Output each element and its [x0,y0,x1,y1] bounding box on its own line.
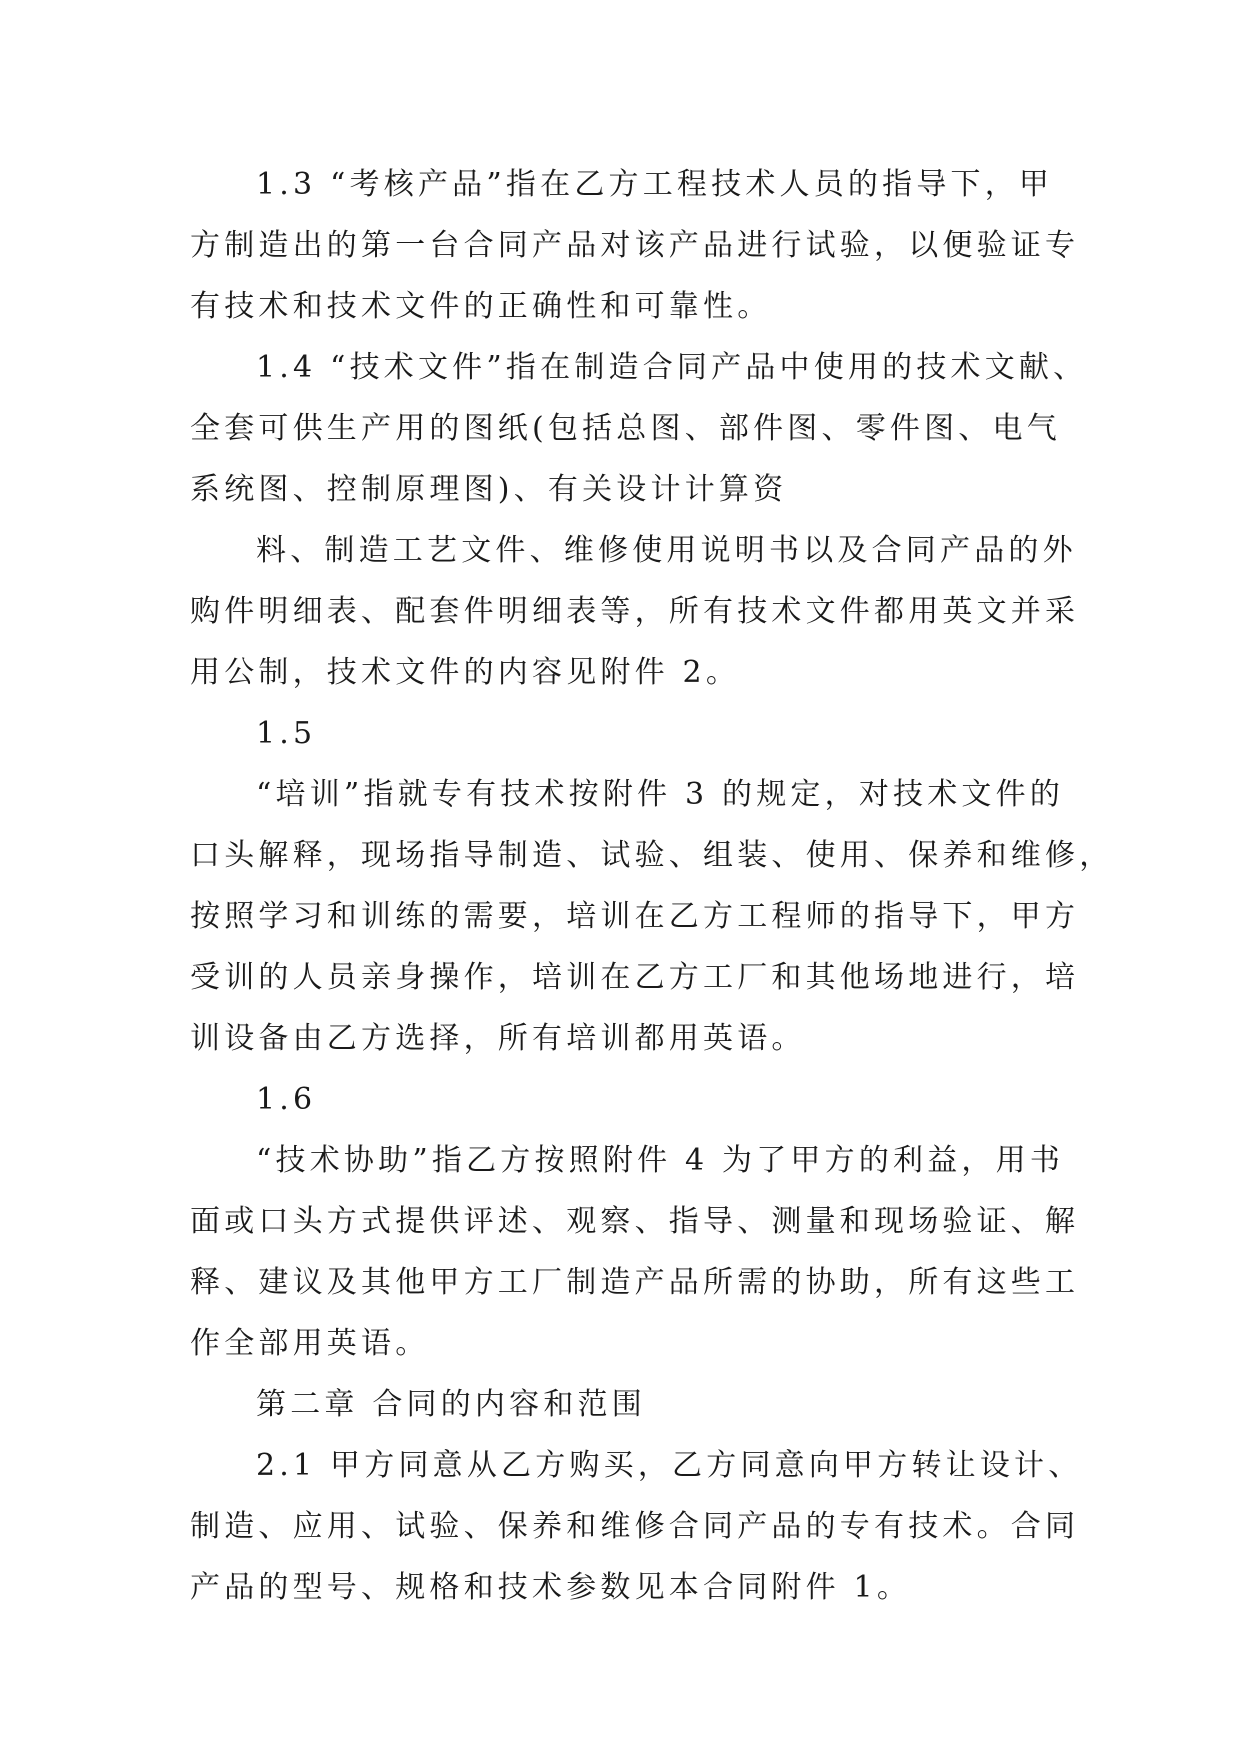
clause-1-3-line-1: 1.3 “考核产品”指在乙方工程技术人员的指导下，甲 [256,167,1054,202]
clause-1-4-line-5: 购件明细表、配套件明细表等，所有技术文件都用英文并采 [190,594,1080,629]
clause-2-1-line-3: 产品的型号、规格和技术参数见本合同附件 1。 [190,1570,912,1605]
clause-1-4-line-4: 料、制造工艺文件、维修使用说明书以及合同产品的外 [256,533,1077,568]
clause-1-5-line-1: “培训”指就专有技术按附件 3 的规定，对技术文件的 [256,777,1065,812]
clause-1-5-line-4: 受训的人员亲身操作，培训在乙方工厂和其他场地进行，培 [190,960,1080,995]
clause-1-6-line-1: “技术协助”指乙方按照附件 4 为了甲方的利益，用书 [256,1143,1065,1178]
clause-1-6-line-3: 释、建议及其他甲方工厂制造产品所需的协助，所有这些工 [190,1265,1080,1300]
clause-1-3-line-2: 方制造出的第一台合同产品对该产品进行试验，以便验证专 [190,228,1080,263]
clause-1-5-line-2: 口头解释，现场指导制造、试验、组装、使用、保养和维修， [190,838,1114,873]
clause-2-1-line-1: 2.1 甲方同意从乙方购买，乙方同意向甲方转让设计、 [256,1448,1083,1483]
clause-1-4-line-6: 用公制，技术文件的内容见附件 2。 [190,655,741,690]
clause-1-4-line-3: 系统图、控制原理图)、有关设计计算资 [190,472,788,507]
clause-1-6-line-4: 作全部用英语。 [190,1326,430,1361]
clause-1-5-line-3: 按照学习和训练的需要，培训在乙方工程师的指导下，甲方 [190,899,1080,934]
chapter-2-heading: 第二章 合同的内容和范围 [256,1387,646,1422]
clause-1-4-line-1: 1.4 “技术文件”指在制造合同产品中使用的技术文献、 [256,350,1088,385]
clause-1-5-line-5: 训设备由乙方选择，所有培训都用英语。 [190,1021,806,1056]
clause-2-1-line-2: 制造、应用、试验、保养和维修合同产品的专有技术。合同 [190,1509,1080,1544]
clause-1-4-line-2: 全套可供生产用的图纸(包括总图、部件图、零件图、电气 [190,411,1061,446]
clause-1-6-line-2: 面或口头方式提供评述、观察、指导、测量和现场验证、解 [190,1204,1080,1239]
clause-1-6-number: 1.6 [256,1082,317,1117]
clause-1-5-number: 1.5 [256,716,317,751]
clause-1-3-line-3: 有技术和技术文件的正确性和可靠性。 [190,289,772,324]
